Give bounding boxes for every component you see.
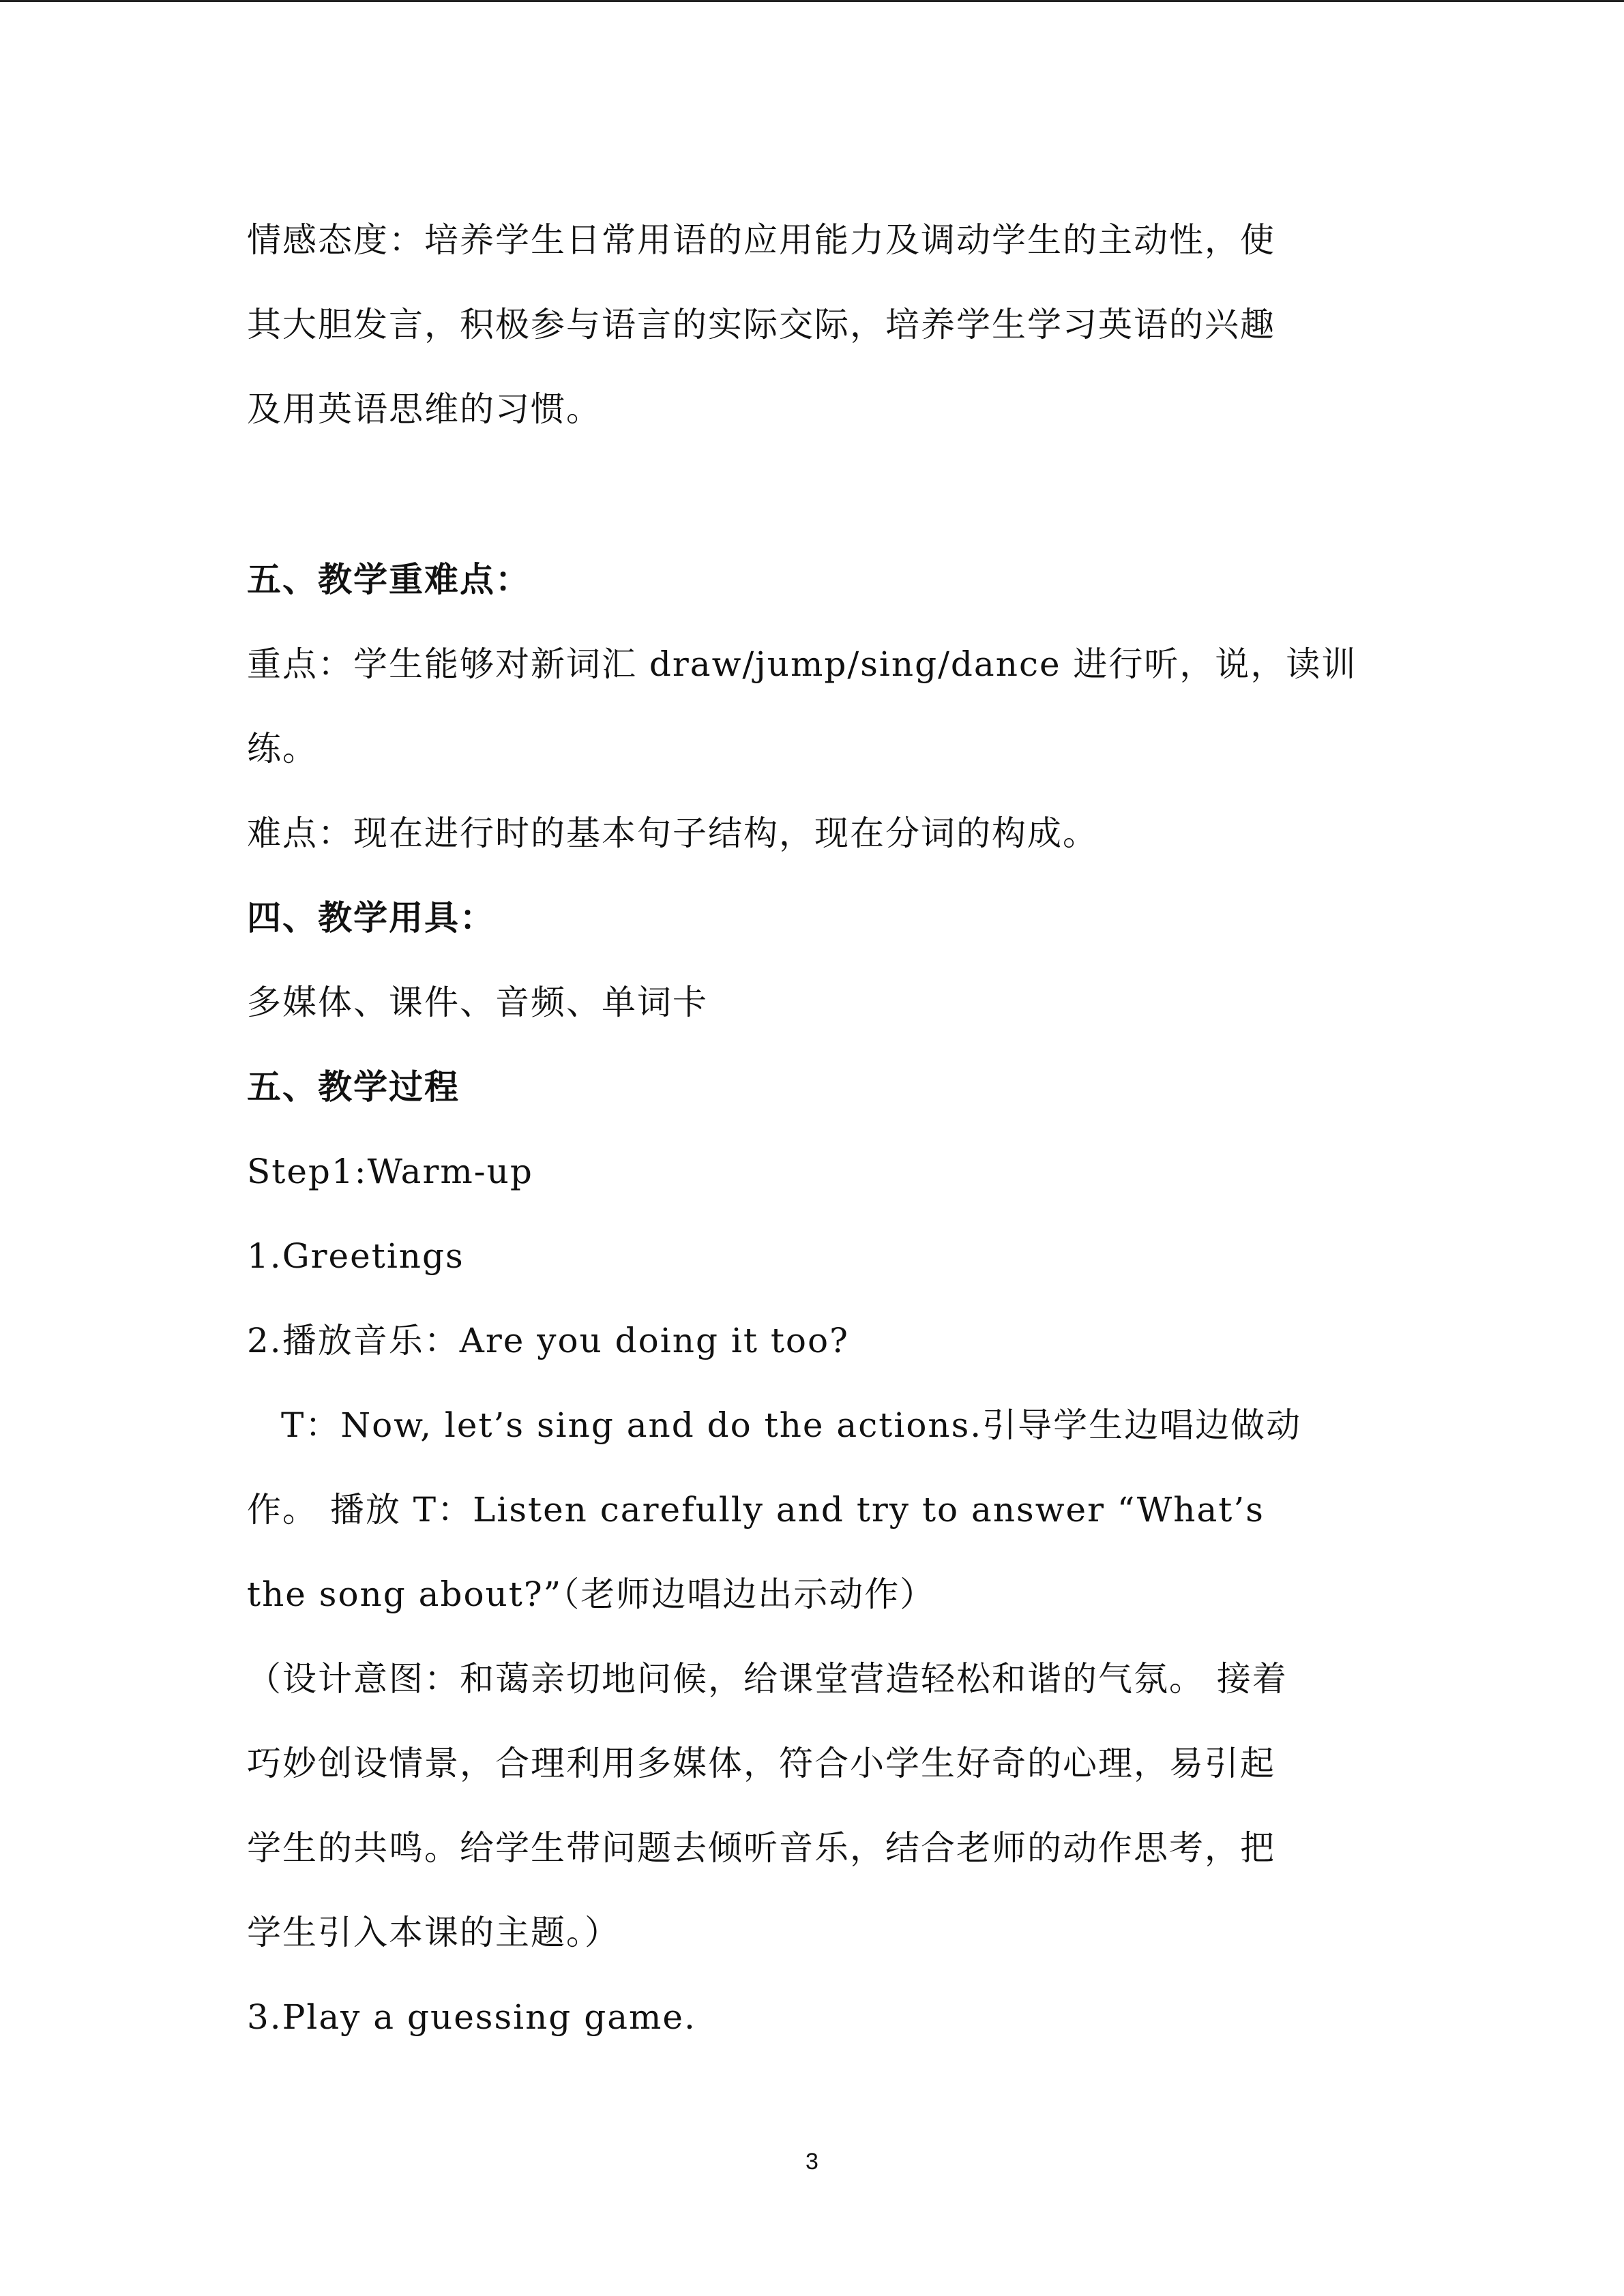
section-heading-teaching-process: 五、教学过程 — [247, 1067, 460, 1107]
paragraph-line: 情感态度：培养学生日常用语的应用能力及调动学生的主动性，使 — [247, 220, 1275, 260]
page-top-border — [0, 0, 1624, 2]
paragraph-line: the song about?”（老师边唱边出示动作） — [247, 1575, 936, 1614]
paragraph-line: 练。 — [247, 729, 318, 769]
list-item: 3.Play a guessing game. — [247, 1997, 696, 2037]
design-intent-line: 学生引入本课的主题。） — [247, 1913, 620, 1952]
paragraph-line: 作。 播放 T：Listen carefully and try to answer “What’s — [247, 1490, 1265, 1530]
design-intent-line: （设计意图：和蔼亲切地问候，给课堂营造轻松和谐的气氛。 接着 — [247, 1659, 1288, 1699]
step-label: Step1:Warm-up — [247, 1152, 533, 1191]
section-heading-teaching-aids: 四、教学用具： — [247, 897, 495, 938]
paragraph-line: T：Now, let’s sing and do the actions.引导学生边唱边做动 — [281, 1405, 1302, 1445]
paragraph-line: 其大胆发言，积极参与语言的实际交际，培养学生学习英语的兴趣 — [247, 305, 1275, 344]
paragraph-line: 难点：现在进行时的基本句子结构，现在分词的构成。 — [247, 814, 1098, 853]
section-heading-key-points: 五、教学重难点： — [247, 559, 531, 599]
page-number: 3 — [806, 2149, 818, 2175]
paragraph-line: 及用英语思维的习惯。 — [247, 389, 602, 429]
paragraph-line: 重点：学生能够对新词汇 draw/jump/sing/dance 进行听，说，读训 — [247, 644, 1357, 684]
design-intent-line: 学生的共鸣。给学生带问题去倾听音乐，结合老师的动作思考，把 — [247, 1828, 1275, 1868]
paragraph-line: 多媒体、课件、音频、单词卡 — [247, 983, 708, 1022]
list-item: 1.Greetings — [247, 1236, 464, 1276]
design-intent-line: 巧妙创设情景，合理利用多媒体，符合小学生好奇的心理，易引起 — [247, 1744, 1275, 1783]
list-item: 2.播放音乐：Are you doing it too? — [247, 1321, 849, 1360]
